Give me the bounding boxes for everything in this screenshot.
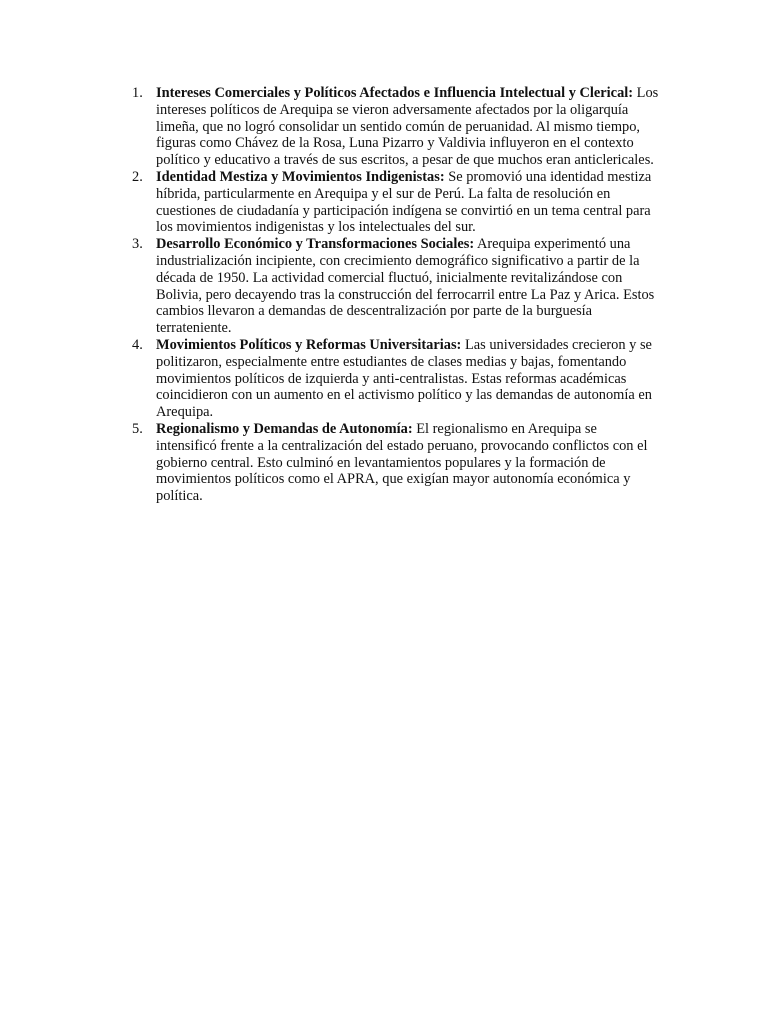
list-item-title: Regionalismo y Demandas de Autonomía: [156, 420, 413, 437]
list-item-number: 2. [132, 168, 143, 185]
list-item-text: Los intereses políticos de Arequipa se vieron adversamente afectados por la oligarquía limeña, que no logró consolidar un sentido común de peruanidad. Al mismo tiempo, figuras como Chávez de la Rosa, Luna Pizarro y Valdivia influyeron en el contexto político y educativo a través de sus escritos, a pesar de que muchos eran anticlericales. [156, 85, 659, 169]
list-item-title: Movimientos Políticos y Reformas Universitarias: [156, 336, 462, 353]
list-item-title: Intereses Comerciales y Políticos Afectados e Influencia Intelectual y Clerical: [156, 85, 634, 101]
list-item [132, 236, 659, 337]
list-item-text: Las universidades crecieron y se politizaron, especialmente entre estudiantes de clases medias y bajas, fomentando movimientos políticos de izquierda y anti-centralistas. Estas reformas académicas coincidieron con un aumento en el activismo político y las demandas de autonomía en Arequipa. [156, 336, 652, 421]
list-item-text: El regionalismo en Arequipa se intensificó frente a la centralización del estado peruano, provocando conflictos con el gobierno central. Esto culminó en levantamientos populares y la formación de movimientos políticos como el APRA, que exigían mayor autonomía económica y política. [156, 420, 648, 505]
list-item-title: Desarrollo Económico y Transformaciones Sociales: [156, 236, 475, 253]
numbered-list [132, 85, 659, 505]
list-item [132, 85, 659, 169]
list-item-body [156, 236, 659, 337]
list-item [132, 337, 659, 421]
list-item-number: 3. [132, 236, 143, 253]
list-item-body [156, 421, 659, 505]
list-item-text: Se promovió una identidad mestiza híbrida, particularmente en Arequipa y el sur de Perú. La falta de resolución en cuestiones de ciudadanía y participación indígena se convirtió en un tema central para los movimientos indigenistas y los intelectuales del sur. [156, 168, 652, 236]
list-item-body [156, 337, 659, 421]
list-item-title: Identidad Mestiza y Movimientos Indigenistas: [156, 168, 445, 185]
list-item [132, 421, 659, 505]
list-item [132, 169, 659, 236]
list-item-number: 1. [132, 85, 143, 101]
list-item-number: 4. [132, 336, 143, 353]
list-item-number: 5. [132, 420, 143, 437]
list-item-body [156, 169, 659, 236]
list-item-body [156, 85, 659, 169]
list-item-text: Arequipa experimentó una industrialización incipiente, con crecimiento demográfico significativo a partir de la década de 1950. La actividad comercial fluctuó, inicialmente revitalizándose con Bolivia, pero decayendo tras la construcción del ferrocarril entre La Paz y Arica. Estos cambios llevaron a demandas de descentralización por parte de la burguesía terrateniente. [156, 236, 655, 337]
